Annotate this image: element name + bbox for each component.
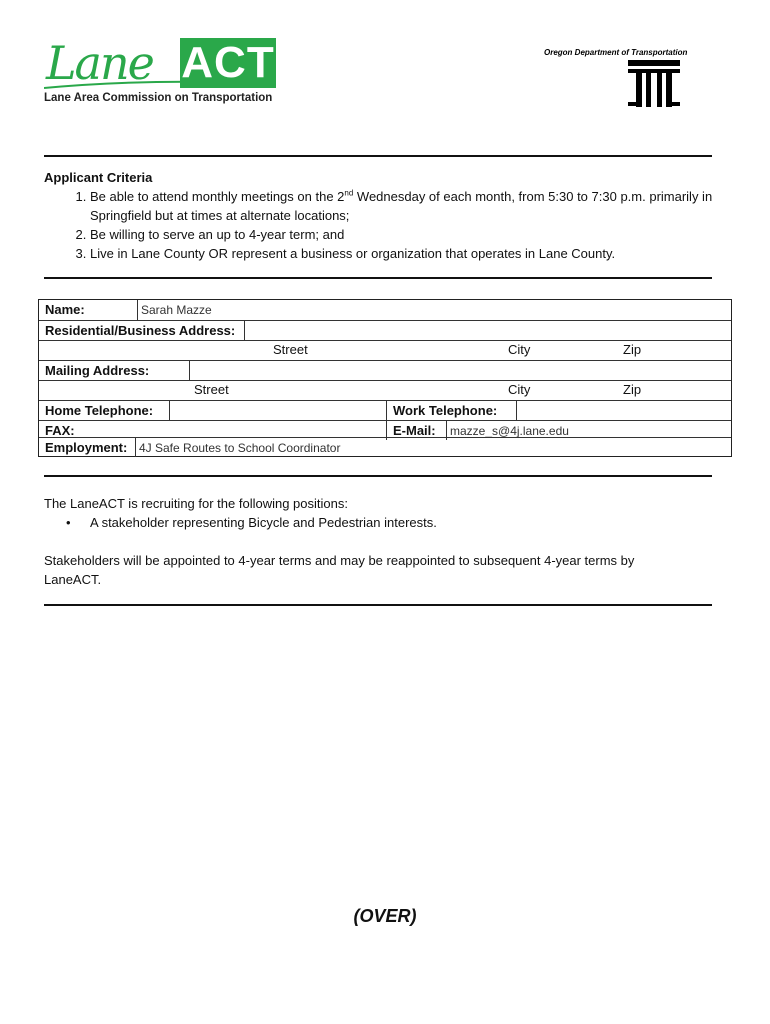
laneact-logo [44, 36, 276, 106]
work-telephone-label: Work Telephone: [386, 400, 516, 420]
home-telephone-field[interactable] [169, 400, 386, 420]
odot-logo [540, 48, 690, 110]
street-label: Street [273, 342, 308, 357]
positions-item [66, 513, 714, 532]
form-row-residential-subs [39, 340, 731, 360]
fax-label: FAX: [39, 420, 169, 440]
odot-name: Oregon Department of Transportation [544, 48, 688, 57]
logo-swoosh-icon [44, 80, 276, 90]
laneact-tagline: Lane Area Commission on Transportation [44, 92, 273, 104]
positions-item-text: A stakeholder representing Bicycle and Pedestrian interests. [90, 515, 437, 530]
divider [44, 277, 712, 279]
zip-label: Zip [623, 382, 642, 397]
criteria-item: 3. Live in Lane County OR represent a business or organization that operates in Lane County. [90, 244, 714, 263]
criteria-item1-text: Be able to attend monthly meetings on the 2 [90, 189, 345, 204]
applicant-form [38, 299, 732, 457]
form-row-employment [39, 437, 731, 457]
employment-field[interactable]: 4J Safe Routes to School Coordinator [135, 437, 731, 457]
email-label: E-Mail: [386, 420, 446, 440]
email-field[interactable]: mazze_s@4j.lane.edu [446, 420, 731, 440]
divider [44, 604, 712, 606]
form-row-telephone [39, 400, 731, 420]
form-row-residential [39, 320, 731, 340]
laneact-logo-act: ACT [181, 38, 275, 87]
street-label: Street [194, 382, 229, 397]
zip-label: Zip [623, 342, 642, 357]
name-field[interactable]: Sarah Mazze [137, 300, 731, 320]
work-telephone-field[interactable] [516, 400, 731, 420]
residential-address-field[interactable] [244, 320, 731, 340]
employment-label: Employment: [39, 437, 135, 457]
form-row-mailing-subs [39, 380, 731, 400]
mailing-address-label: Mailing Address: [39, 360, 189, 380]
terms-paragraph: Stakeholders will be appointed to 4-year terms and may be reappointed to subsequent 4-year terms by LaneACT. [44, 553, 635, 587]
city-label: City [508, 342, 531, 357]
over-label: (OVER) [353, 906, 417, 926]
positions-list [44, 513, 714, 532]
criteria-item: 2. Be willing to serve an up to 4-year term; and [90, 225, 714, 244]
home-telephone-label: Home Telephone: [39, 400, 169, 420]
residential-address-label: Residential/Business Address: [39, 320, 244, 340]
criteria-item1-sup: nd [344, 188, 354, 198]
criteria-item [90, 187, 714, 225]
criteria-list [44, 187, 714, 263]
divider [44, 155, 712, 157]
positions-section [44, 494, 714, 532]
odot-emblem-icon [626, 58, 682, 110]
laneact-logo-script: Lane [46, 36, 153, 90]
form-row-name [39, 300, 731, 320]
bullet-icon: • [66, 515, 71, 530]
applicant-criteria [44, 168, 714, 263]
mailing-address-field[interactable] [189, 360, 731, 380]
criteria-heading: Applicant Criteria [44, 170, 153, 185]
criteria-item1-rest: Wednesday of each month, from 5:30 to 7:30 p.m. primarily in Springfield but at times at alternate locations; [90, 189, 713, 223]
positions-intro: The LaneACT is recruiting for the following positions: [44, 496, 348, 511]
city-label: City [508, 382, 531, 397]
form-row-mailing [39, 360, 731, 380]
name-label: Name: [45, 302, 85, 317]
divider [44, 475, 712, 477]
